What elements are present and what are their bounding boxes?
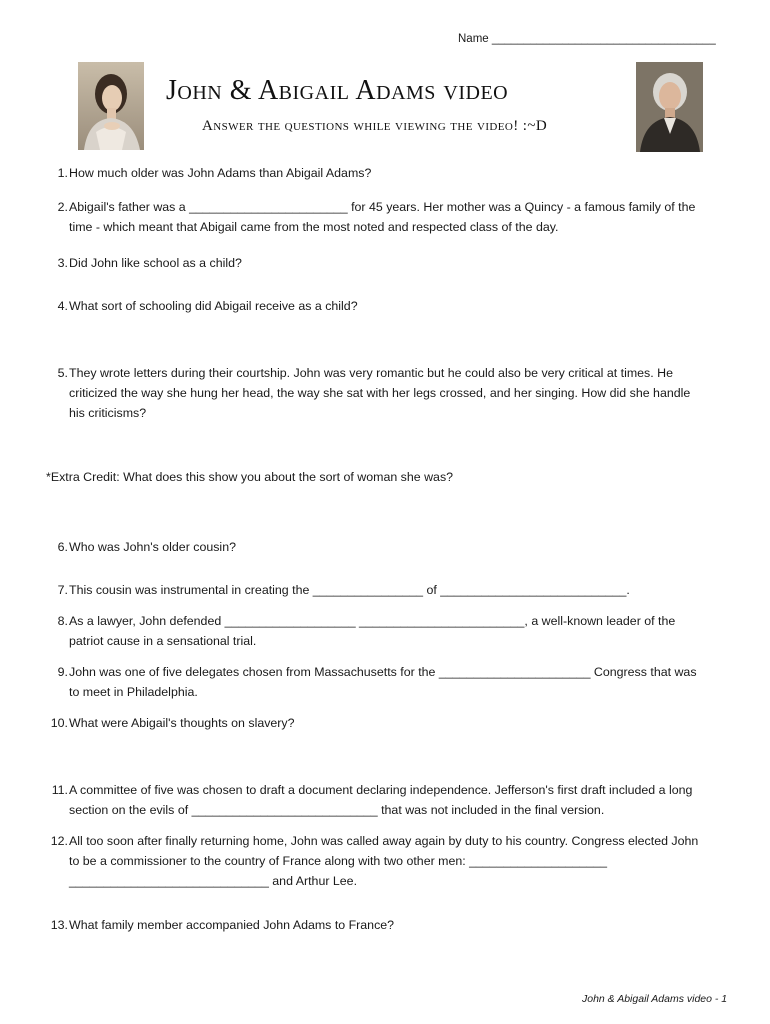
question-number: 12.: [50, 834, 68, 848]
question-text: All too soon after finally returning home, John was called away again by duty to his country. Congress elected John to be a commissioner to the country of France along with two other men: ____________________ _____________________________ and Arthur Lee.: [69, 834, 699, 888]
question-number: 11.: [51, 783, 68, 797]
question-text: Did John like school as a child?: [69, 256, 242, 270]
question-number: 1.: [57, 166, 68, 180]
abigail-adams-portrait: [78, 62, 144, 150]
worksheet-subtitle: Answer the questions while viewing the video! :~D: [202, 118, 548, 134]
question-text: Abigail's father was a _______________________ for 45 years. Her mother was a Quincy - a famous family of the time - which meant that Abigail came from the most noted and respected class of the day.: [69, 200, 696, 234]
question-text: John was one of five delegates chosen from Massachusetts for the ______________________ Congress that was to meet in Philadelphia.: [69, 665, 697, 699]
question-text: What were Abigail's thoughts on slavery?: [69, 716, 295, 730]
question-number: 13.: [50, 918, 68, 932]
question-text: How much older was John Adams than Abigail Adams?: [69, 166, 372, 180]
question-number: 9.: [57, 665, 68, 679]
worksheet-title: John & Abigail Adams video: [166, 75, 509, 106]
question-number: 2.: [57, 200, 68, 214]
question-text: What sort of schooling did Abigail receive as a child?: [69, 299, 358, 313]
question-number: 5.: [57, 366, 68, 380]
question-number: 4.: [57, 299, 68, 313]
question-text: A committee of five was chosen to draft a document declaring independence. Jefferson's first draft included a long section on the evils of ___________________________ that was not included in the final version.: [69, 783, 693, 817]
question-number: 10.: [50, 716, 68, 730]
question-text: This cousin was instrumental in creating the ________________ of ___________________________.: [69, 583, 630, 597]
name-line: Name ___________________________________: [458, 33, 716, 45]
extra-credit-question: *Extra Credit: What does this show you about the sort of woman she was?: [46, 470, 454, 484]
question-text: As a lawyer, John defended ___________________ ________________________, a well-known leader of the patriot cause in a sensational trial.: [69, 614, 676, 648]
question-number: 8.: [57, 614, 68, 628]
question-text: What family member accompanied John Adams to France?: [69, 918, 395, 932]
question-text: Who was John's older cousin?: [69, 540, 236, 554]
page-footer: John & Abigail Adams video - 1: [582, 993, 728, 1005]
john-adams-portrait: [636, 62, 703, 152]
question-number: 7.: [57, 583, 68, 597]
question-text: They wrote letters during their courtship. John was very romantic but he could also be very critical at times. He criticized the way she hung her head, the way she sat with her legs crossed, and her singing. How did she handle his criticisms?: [69, 366, 691, 420]
question-number: 3.: [57, 256, 68, 270]
question-number: 6.: [57, 540, 68, 554]
